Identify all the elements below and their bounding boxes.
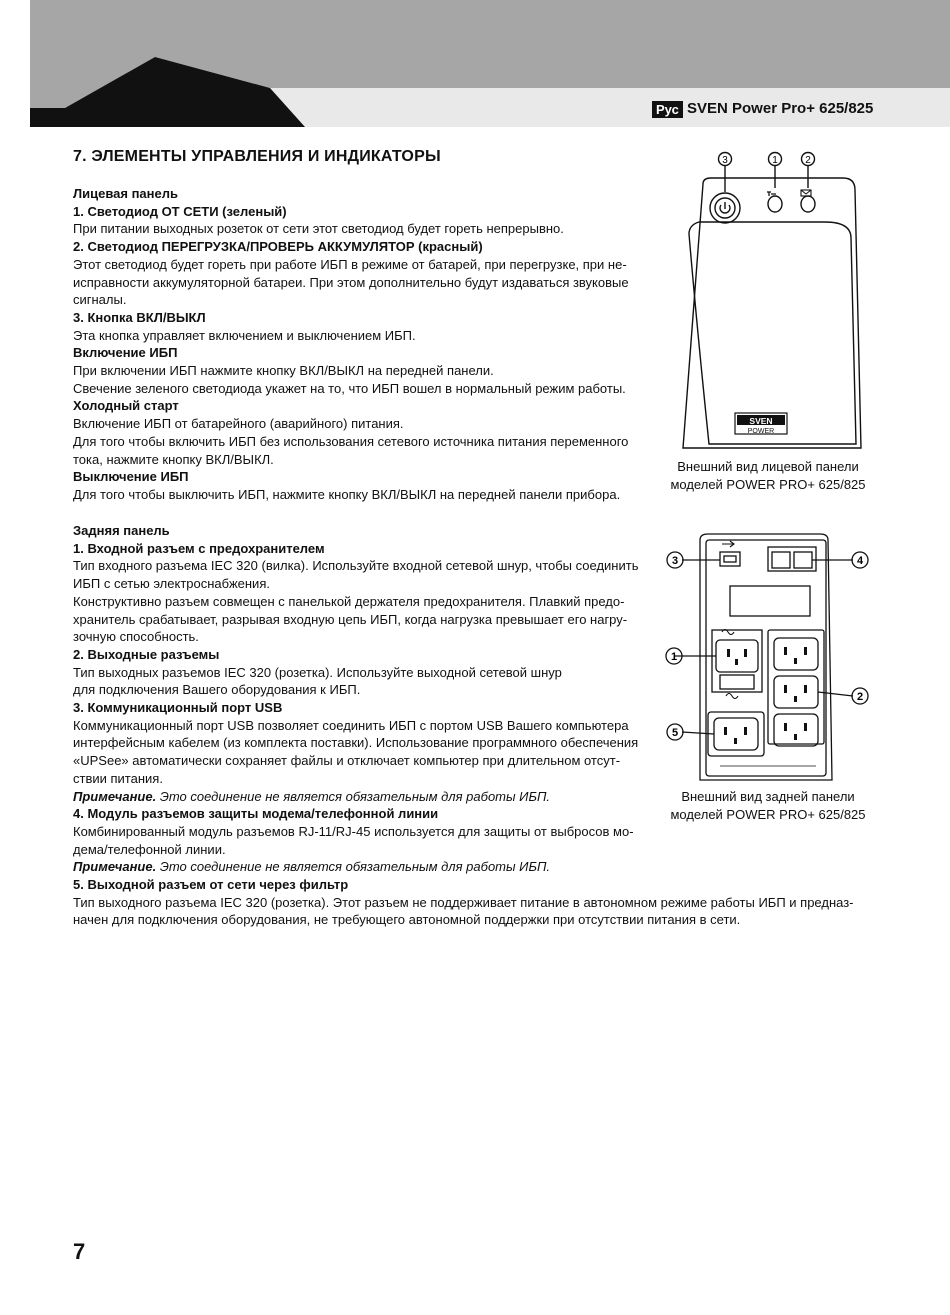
callout-number: 2 <box>856 691 864 703</box>
rear-item3-text-3: «UPSee» автоматически сохраняет файлы и отключает компьютер при длительном отсут- <box>73 753 621 769</box>
rear-item3-title: 3. Коммуникационный порт USB <box>73 700 283 716</box>
rear-item5-text-2: начен для подключения оборудования, не требующего автономной поддержки при отсутствии питания в сети. <box>73 912 741 928</box>
front-item1-text: При питании выходных розеток от сети этот светодиод будет гореть непрерывно. <box>73 221 564 237</box>
note-label: Примечание. <box>73 859 157 875</box>
rear-item1-text-1: Тип входного разъема IEC 320 (вилка). Используйте входной сетевой шнур, чтобы соединить <box>73 558 639 574</box>
rj-port-out <box>794 552 812 568</box>
callout-number: 3 <box>671 555 679 567</box>
rear-item2-text-1: Тип выходных разъемов IEC 320 (розетка). Используйте выходной сетевой шнур <box>73 664 562 680</box>
rear-item1-title: 1. Входной разъем с предохранителем <box>73 540 325 556</box>
rear-item3-text-1: Коммуникационный порт USB позволяет соединить ИБП с портом USB Вашего компьютера <box>73 717 629 733</box>
rear-item1-text-3: Конструктивно разъем совмещен с панелькой держателя предохранителя. Плавкий предо- <box>73 593 625 609</box>
front-figure-caption <box>655 458 881 493</box>
note-modem <box>73 858 893 876</box>
power-symbol-icon <box>720 202 730 213</box>
power-off-text: Для того чтобы выключить ИБП, нажмите кнопку ВКЛ/ВЫКЛ на передней панели прибора. <box>73 486 621 502</box>
rear-item3-text-4: ствии питания. <box>73 770 163 786</box>
rj-port-in <box>772 552 790 568</box>
page-number: 7 <box>73 1239 86 1264</box>
rear-item5-text-1: Тип выходного разъема IEC 320 (розетка). Этот разъем не поддерживает питание в автономном режиме работы ИБП и предназ- <box>73 894 854 910</box>
rear-item5-title: 5. Выходной разъем от сети через фильтр <box>73 877 349 893</box>
rear-item2-text-2: для подключения Вашего оборудования к ИБП. <box>73 682 361 698</box>
rear-item4-text-2: дема/телефонной линии. <box>73 841 226 857</box>
note-text: Это соединение не является обязательным для работы ИБП. <box>156 859 550 875</box>
sven-logo-text: SVEN <box>749 416 773 426</box>
callout-number: 1 <box>670 651 678 663</box>
note-text: Это соединение не является обязательным для работы ИБП. <box>156 788 550 804</box>
ac-output-icon <box>726 694 738 699</box>
front-item1-title: 1. Светодиод ОТ СЕТИ (зеленый) <box>73 203 287 219</box>
overload-led <box>801 196 815 212</box>
input-socket <box>716 640 758 672</box>
rear-item3-text-2: интерфейсным кабелем (из комплекта поставки). Использование программного обеспечения <box>73 735 639 751</box>
power-on-text-1: При включении ИБП нажмите кнопку ВКЛ/ВЫКЛ на передней панели. <box>73 363 494 379</box>
callout-number: 1 <box>772 155 778 166</box>
usb-port <box>720 552 740 566</box>
rear-item4-title: 4. Модуль разъемов защиты модема/телефонной линии <box>73 806 439 822</box>
rear-caption-line-2: моделей POWER PRO+ 625/825 <box>670 806 866 822</box>
ups-front-inner-panel <box>689 222 856 444</box>
mains-led <box>768 196 782 212</box>
callout-number: 4 <box>856 555 864 567</box>
rear-item1-text-5: зочную способность. <box>73 629 199 645</box>
output-socket-1 <box>774 638 818 670</box>
callout-number: 3 <box>722 155 728 166</box>
rear-caption-line-1: Внешний вид задней панели <box>681 789 855 804</box>
output-socket-2 <box>774 676 818 708</box>
rear-item1-text-2: ИБП с сетью электроснабжения. <box>73 576 270 592</box>
note-label: Примечание. <box>73 788 157 804</box>
filtered-socket <box>714 718 758 750</box>
cold-start-text-1: Включение ИБП от батарейного (аварийного) питания. <box>73 416 404 432</box>
rear-item4-text-1: Комбинированный модуль разъемов RJ-11/RJ-45 используется для защиты от выбросов мо- <box>73 823 634 839</box>
power-on-title: Включение ИБП <box>73 345 178 361</box>
front-item2-title: 2. Светодиод ПЕРЕГРУЗКА/ПРОВЕРЬ АККУМУЛЯТОР (красный) <box>73 239 483 255</box>
usb-icon <box>722 541 734 547</box>
language-badge: Рус <box>652 101 683 118</box>
front-panel-illustration <box>675 148 875 458</box>
power-logo-text: POWER <box>747 428 775 435</box>
ups-front-body <box>683 178 861 448</box>
front-item2-text-3: сигналы. <box>73 292 127 308</box>
cold-start-text-2: Для того чтобы включить ИБП без использования сетевого источника питания переменного <box>73 433 629 449</box>
front-panel-heading: Лицевая панель <box>73 186 178 201</box>
cold-start-text-3: тока, нажмите кнопку ВКЛ/ВЫКЛ. <box>73 451 274 467</box>
front-item2-text-1: Этот светодиод будет гореть при работе ИБП в режиме от батарей, при перегрузке, при не- <box>73 256 627 272</box>
rear-panel-heading: Задняя панель <box>73 523 170 538</box>
section-title: 7. ЭЛЕМЕНТЫ УПРАВЛЕНИЯ И ИНДИКАТОРЫ <box>73 148 441 165</box>
ups-rear-inner <box>706 540 826 776</box>
rear-item2-title: 2. Выходные разъемы <box>73 646 220 662</box>
cold-start-title: Холодный старт <box>73 398 179 414</box>
callout-number: 5 <box>671 727 679 739</box>
front-caption-line-2: моделей POWER PRO+ 625/825 <box>670 476 866 492</box>
front-item2-text-2: исправности аккумуляторной батареи. При этом дополнительно будут издаваться звуковые <box>73 274 629 290</box>
rear-panel-illustration <box>660 530 875 785</box>
front-item3-text: Эта кнопка управляет включением и выключением ИБП. <box>73 327 416 343</box>
power-off-title: Выключение ИБП <box>73 469 189 485</box>
callout-number: 2 <box>805 155 811 166</box>
output-socket-3 <box>774 714 818 746</box>
front-caption-line-1: Внешний вид лицевой панели <box>677 459 859 474</box>
rear-figure-caption <box>655 788 881 823</box>
rear-item1-text-4: хранитель срабатывает, разрывая входную цепь ИБП, когда нагрузка превышает его нагру- <box>73 611 628 627</box>
product-title: SVEN Power Pro+ 625/825 <box>687 100 874 117</box>
front-item3-title: 3. Кнопка ВКЛ/ВЫКЛ <box>73 309 206 325</box>
label-plate <box>730 586 810 616</box>
power-on-text-2: Свечение зеленого светодиода укажет на то, что ИБП вошел в нормальный режим работы. <box>73 380 626 396</box>
fuse-holder <box>720 675 754 689</box>
front-panel-section <box>73 185 653 504</box>
output-sockets-frame <box>768 630 824 744</box>
